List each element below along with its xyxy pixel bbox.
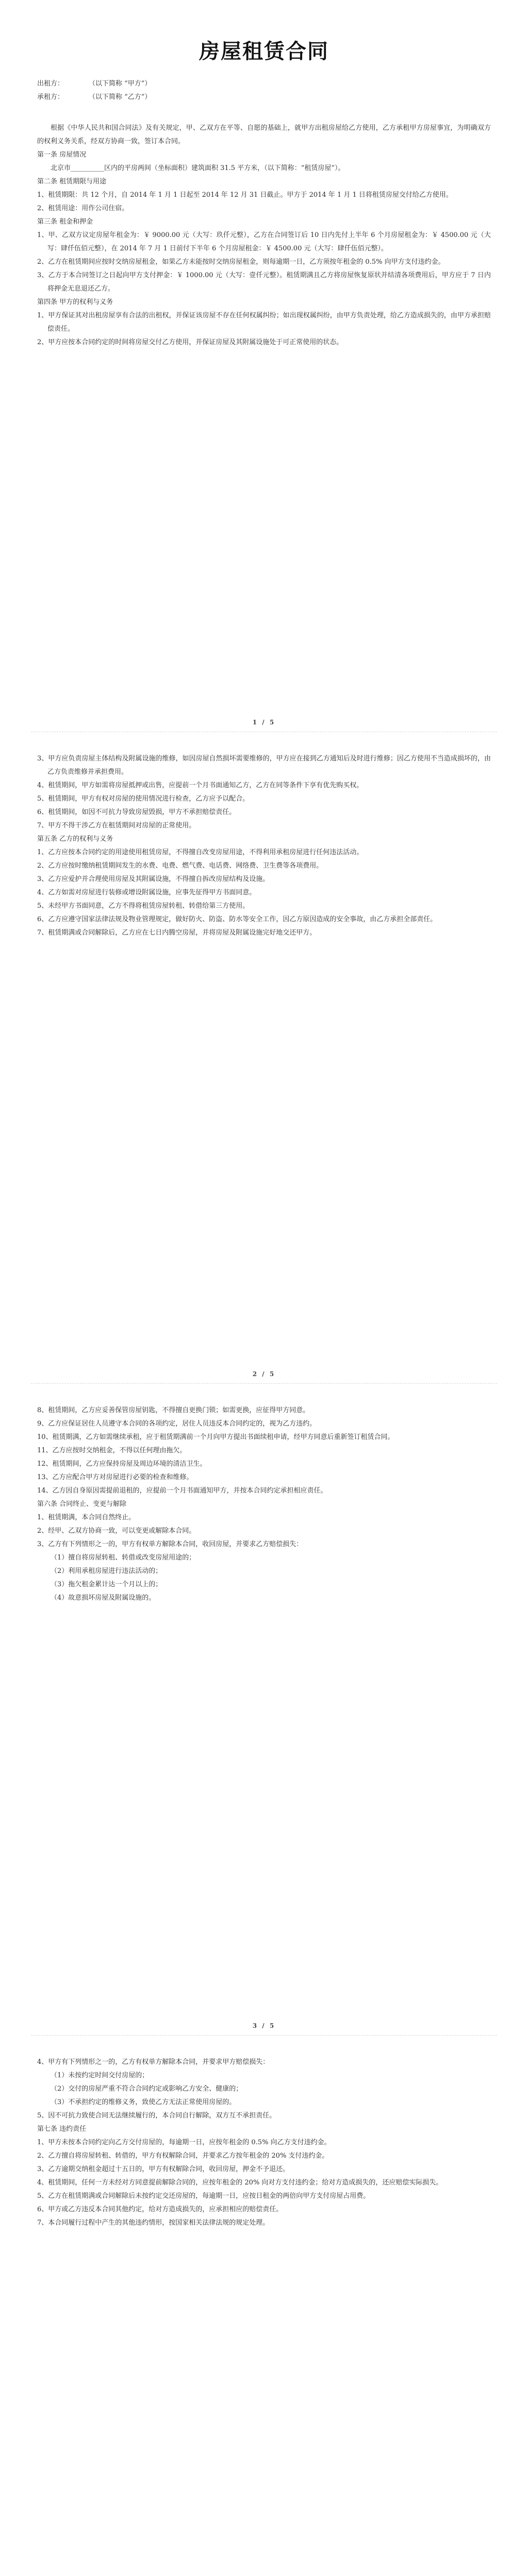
clause: 5、租赁期间，甲方有权对房屋的使用情况进行检查，乙方应予以配合。 — [37, 795, 250, 803]
page-number: 2 / 5 — [252, 1370, 276, 1378]
clause: 1、租赁期满，本合同自然终止。 — [37, 1514, 136, 1521]
sub-clause: （2）利用承租房屋进行违法活动的； — [51, 1567, 162, 1575]
clause: 3、乙方有下列情形之一的，甲方有权单方解除本合同，收回房屋，并要求乙方赔偿损失： — [37, 1540, 303, 1548]
page-number: 3 / 5 — [252, 2022, 276, 2029]
clause: 4、甲方有下列情形之一的，乙方有权单方解除本合同，并要求甲方赔偿损失： — [37, 2058, 270, 2066]
clause: 2、经甲、乙双方协商一致，可以变更或解除本合同。 — [37, 1527, 196, 1535]
clause: 9、乙方应保证居住人员遵守本合同的各项约定，居住人员违反本合同约定的，视为乙方违约。 — [37, 1420, 317, 1428]
page4-body — [37, 2056, 491, 2230]
article-heading-3: 第三条 租金和押金 — [37, 218, 93, 226]
sub-clause: （3）拖欠租金累计达一个月以上的； — [51, 1581, 162, 1588]
article-heading-2: 第二条 租赁期限与用途 — [37, 178, 107, 185]
clause: 5、乙方在租赁期满或合同解除后未按约定交还房屋的，每逾期一日，应按日租金的两倍向甲方支付房屋占用费。 — [37, 2192, 370, 2200]
clause: 3、甲方应负责房屋主体结构及附属设施的维修，如因房屋自然损坏需要维修的，甲方应在接到乙方通知后及时进行维修；因乙方使用不当造成损坏的，由乙方负责维修并承担费用。 — [37, 755, 491, 776]
parties-block — [37, 77, 491, 104]
lessor-note: （以下简称 “甲方”） — [89, 80, 152, 88]
page-divider — [31, 1383, 497, 1384]
lessee-note: （以下简称 “乙方”） — [89, 93, 152, 101]
clause: 2、乙方擅自将房屋转租、转借的，甲方有权解除合同，并要求乙方按年租金的 20% 支付违约金。 — [37, 2152, 329, 2160]
clause: 2、乙方在租赁期间应按时交纳房屋租金，如果乙方未能按时交纳房屋租金，则每逾期一日，乙方须按年租金的 0.5% 向甲方支付违约金。 — [37, 258, 445, 266]
clause: 4、租赁期间，任何一方未经对方同意提前解除合同的，应按年租金的 20% 向对方支付违约金；给对方造成损失的，还应赔偿实际损失。 — [37, 2179, 443, 2187]
clause: 11、乙方应按时交纳租金，不得以任何理由拖欠。 — [37, 1447, 187, 1454]
clause: 1、乙方应按本合同约定的用途使用租赁房屋，不得擅自改变房屋用途，不得利用承租房屋进行任何违法活动。 — [37, 849, 364, 856]
article-heading-6: 第六条 合同终止、变更与解除 — [37, 1500, 127, 1508]
sub-clause: （3）不承担约定的维修义务，致使乙方无法正常使用房屋的。 — [51, 2098, 236, 2106]
clause: 2、租赁用途：用作公司住宿。 — [37, 205, 129, 212]
article-heading-4: 第四条 甲方的权利与义务 — [37, 298, 113, 306]
clause: 5、未经甲方书面同意，乙方不得将租赁房屋转租、转借给第三方使用。 — [37, 902, 250, 910]
clause: 1、甲、乙双方议定房屋年租金为：￥ 9000.00 元（大写：玖仟元整），乙方在合同签订后 10 日内先付上半年 6 个月房屋租金为：￥ 4500.00 元（大写：肆仟伍佰元整），在 2014 年 7 月 1 日前付下半年 6 个月房屋租金：￥ 4500.00 元（大写：肆仟伍佰元整）。 — [37, 231, 491, 252]
article-heading-7: 第七条 违约责任 — [37, 2125, 87, 2133]
clause: 3、乙方应爱护并合理使用房屋及其附属设施，不得擅自拆改房屋结构及设施。 — [37, 875, 270, 883]
page1-body — [37, 122, 491, 349]
page2-body — [37, 752, 491, 940]
clause: 14、乙方因自身原因需提前退租的，应提前一个月书面通知甲方，并按本合同约定承担相应责任。 — [37, 1487, 327, 1495]
clause: 2、甲方应按本合同约定的时间将房屋交付乙方使用，并保证房屋及其附属设施处于可正常使用的状态。 — [37, 338, 343, 346]
clause: 7、甲方不得干涉乙方在租赁期间对房屋的正常使用。 — [37, 822, 196, 829]
article-heading-1: 第一条 房屋情况 — [37, 151, 87, 159]
clause: 1、租赁期限：共 12 个月，自 2014 年 1 月 1 日起至 2014 年 12 月 31 日截止。甲方于 2014 年 1 月 1 日将租赁房屋交付给乙方使用。 — [37, 191, 453, 199]
article-heading-5: 第五条 乙方的权利与义务 — [37, 835, 113, 843]
clause: 2、乙方应按时缴纳租赁期间发生的水费、电费、燃气费、电话费、网络费、卫生费等各项费用。 — [37, 862, 323, 870]
clause: 6、乙方应遵守国家法律法规及物业管理规定，做好防火、防盗、防水等安全工作，因乙方原因造成的安全事故，由乙方承担全部责任。 — [37, 916, 437, 923]
clause: 5、因不可抗力致使合同无法继续履行的，本合同自行解除，双方互不承担责任。 — [37, 2112, 276, 2120]
sub-clause: （1）未按约定时间交付房屋的； — [51, 2072, 149, 2079]
sub-clause: （4）故意损坏房屋及附属设施的。 — [51, 1594, 156, 1602]
lessee-label: 承租方： — [37, 93, 64, 101]
clause: 3、乙方逾期交纳租金超过十五日的，甲方有权解除合同，收回房屋，押金不予退还。 — [37, 2165, 290, 2173]
lessee-row — [37, 91, 491, 104]
preamble: 根据《中华人民共和国合同法》及有关规定，甲、乙双方在平等、自愿的基础上，就甲方出租房屋给乙方使用，乙方承租甲方房屋事宜，为明确双方的权利义务关系，经双方协商一致，签订本合同。 — [37, 124, 491, 145]
clause: 7、租赁期满或合同解除后，乙方应在七日内腾空房屋，并将房屋及附属设施完好地交还甲方。 — [37, 929, 317, 937]
sub-clause: （1）擅自将房屋转租、转借或改变房屋用途的； — [51, 1554, 196, 1562]
page3-body — [37, 1404, 491, 1605]
clause: 北京市__________区内的平房两间（坐标面积）建筑面积 31.5 平方米，（以下简称：“租赁房屋”）。 — [51, 164, 345, 172]
clause: 10、租赁期满，乙方如需继续承租，应于租赁期满前一个月向甲方提出书面续租申请，经甲方同意后重新签订租赁合同。 — [37, 1433, 394, 1441]
clause: 12、租赁期间，乙方应保持房屋及周边环境的清洁卫生。 — [37, 1460, 207, 1468]
sub-clause: （2）交付的房屋严重不符合合同约定或影响乙方安全、健康的； — [51, 2085, 243, 2093]
clause: 13、乙方应配合甲方对房屋进行必要的检查和维修。 — [37, 1473, 193, 1481]
clause: 3、乙方于本合同签订之日起向甲方支付押金：￥ 1000.00 元（大写：壹仟元整）。租赁期满且乙方将房屋恢复原状并结清各项费用后，甲方应于 7 日内将押金无息退还乙方。 — [37, 272, 491, 293]
clause: 4、乙方如需对房屋进行装修或增设附属设施，应事先征得甲方书面同意。 — [37, 889, 256, 896]
clause: 1、甲方未按本合同约定向乙方交付房屋的，每逾期一日，应按年租金的 0.5% 向乙方支付违约金。 — [37, 2139, 331, 2146]
page-number: 1 / 5 — [252, 719, 276, 726]
lessor-row — [37, 77, 491, 91]
clause: 6、租赁期间，如因不可抗力导致房屋毁损，甲方不承担赔偿责任。 — [37, 808, 236, 816]
lessor-label: 出租方： — [37, 80, 64, 88]
contract-title: 房屋租赁合同 — [199, 39, 329, 63]
page-divider — [31, 2035, 497, 2036]
clause: 7、本合同履行过程中产生的其他违约情形，按国家相关法律法规的规定处理。 — [37, 2219, 270, 2227]
clause: 8、租赁期间，乙方应妥善保管房屋钥匙，不得擅自更换门锁；如需更换，应征得甲方同意。 — [37, 1406, 310, 1414]
clause: 1、甲方保证其对出租房屋享有合法的出租权，并保证该房屋不存在任何权属纠纷；如出现权属纠纷，由甲方负责处理，给乙方造成损失的，由甲方承担赔偿责任。 — [37, 312, 491, 333]
clause: 4、租赁期间，甲方如需将房屋抵押或出售，应提前一个月书面通知乙方，乙方在同等条件下享有优先购买权。 — [37, 782, 364, 789]
clause: 6、甲方或乙方违反本合同其他约定，给对方造成损失的，应承担相应的赔偿责任。 — [37, 2206, 283, 2213]
